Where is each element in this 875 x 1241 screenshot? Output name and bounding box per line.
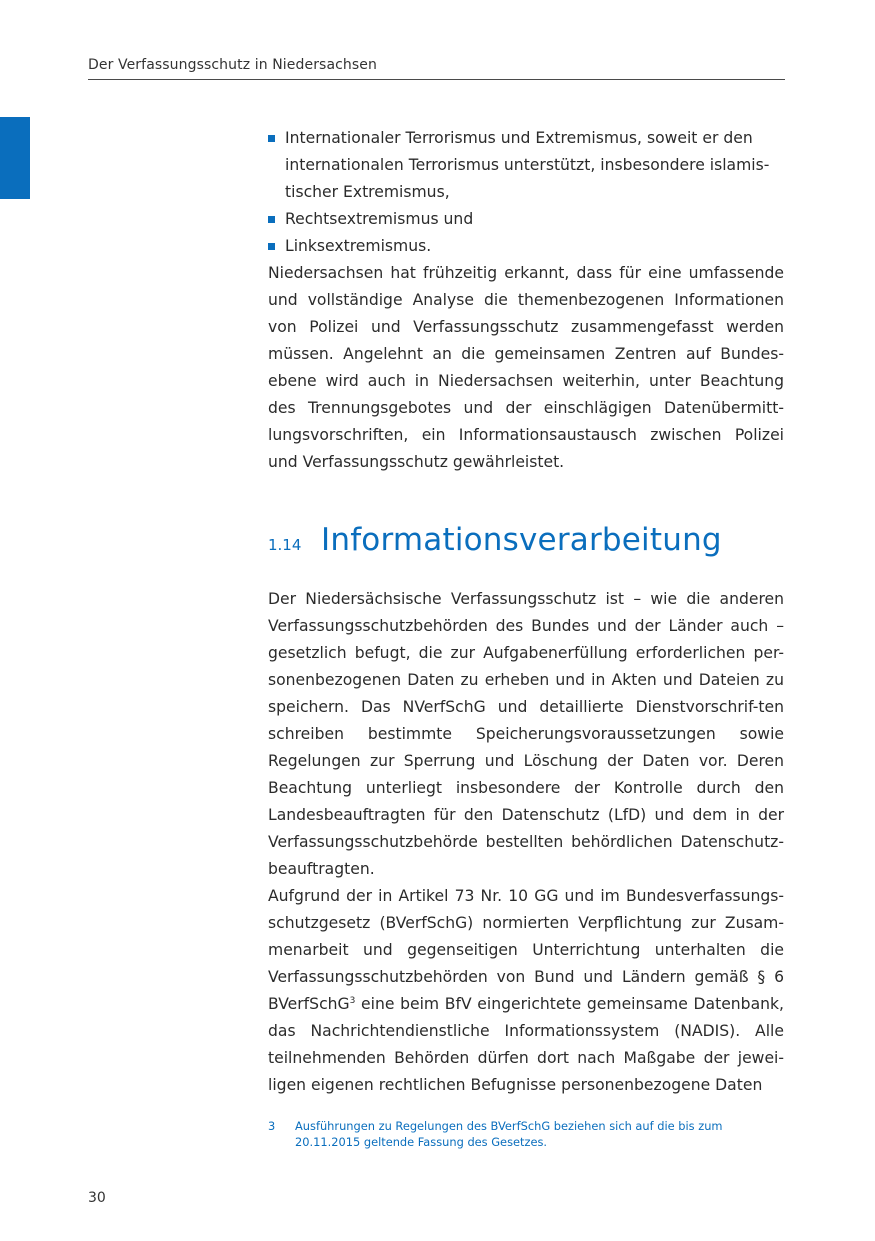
footnote-number: 3: [268, 1119, 276, 1133]
footnote: [268, 1118, 784, 1150]
running-header: Der Verfassungsschutz in Niedersachsen: [88, 57, 377, 73]
footnote-reference: 3: [349, 995, 356, 1006]
header-divider: [88, 79, 785, 80]
intro-paragraph: Niedersachsen hat frühzeitig erkannt, dass für eine umfassende und vollständige Analyse die themenbezogenen Informationen von Polizei und Verfassungsschutz zusammengefasst werden müssen. Angelehnt an die gemeinsamen Zentren auf Bundes-ebene wird auch in Niedersachsen weiterhin, unter Beachtung des Trennungsgebotes und der einschlägigen Datenübermitt-lungsvorschriften, ein Informationsaustausch zwischen Polizei und Verfassungsschutz gewährleistet.: [268, 264, 784, 471]
section-heading: [268, 520, 784, 560]
list-item: Rechtsextremismus und: [268, 206, 784, 233]
bullet-list: [268, 125, 784, 260]
footnote-text: Ausführungen zu Regelungen des BVerfSchG beziehen sich auf die bis zum 20.11.2015 geltende Fassung des Gesetzes.: [295, 1119, 723, 1149]
page-number: 30: [88, 1190, 106, 1206]
body-paragraph: Der Niedersächsische Verfassungsschutz ist – wie die anderen Verfassungsschutzbehörden des Bundes und der Länder auch – gesetzlich befugt, die zur Aufgabenerfüllung erforderlichen per-sonenbezogenen Daten zu erheben und in Akten und Dateien zu speichern. Das NVerfSchG und detaillierte Dienstvorschrif-ten schreiben bestimmte Speicherungsvoraussetzungen sowie Regelungen zur Sperrung und Löschung der Daten vor. Deren Beachtung unterliegt insbesondere der Kontrolle durch den Landesbeauftragten für den Datenschutz (LfD) und dem in der Verfassungsschutzbehörde bestellten behördlichen Datenschutz-beauftragten.: [268, 590, 784, 878]
list-item: Internationaler Terrorismus und Extremismus, soweit er den internationalen Terrorismus unterstützt, insbesondere islamis-tischer Extremismus,: [268, 125, 784, 206]
paragraph-text: Aufgrund der in Artikel 73 Nr. 10 GG und im Bundesverfassungs-schutzgesetz (BVerfSchG) normierten Verpflichtung zur Zusam-menarbeit und gegenseitigen Unterrichtung unterhalten die Verfassungsschutzbehörden von Bund und Ländern gemäß § 6 BVerfSchG: [268, 887, 784, 1013]
chapter-tab-marker: [0, 117, 30, 199]
list-item: Linksextremismus.: [268, 233, 784, 260]
body-paragraph: [268, 883, 784, 1099]
page-body: [268, 125, 784, 1099]
section-number: 1.14: [268, 536, 302, 554]
paragraph-text: eine beim BfV eingerichtete gemeinsame Datenbank, das Nachrichtendienstliche Informationssystem (NADIS). Alle teilnehmenden Behörden dürfen dort nach Maßgabe der jewei-ligen eigenen rechtlichen Befugnisse personenbezogene Daten: [268, 995, 784, 1094]
section-title: Informationsverarbeitung: [321, 522, 722, 558]
